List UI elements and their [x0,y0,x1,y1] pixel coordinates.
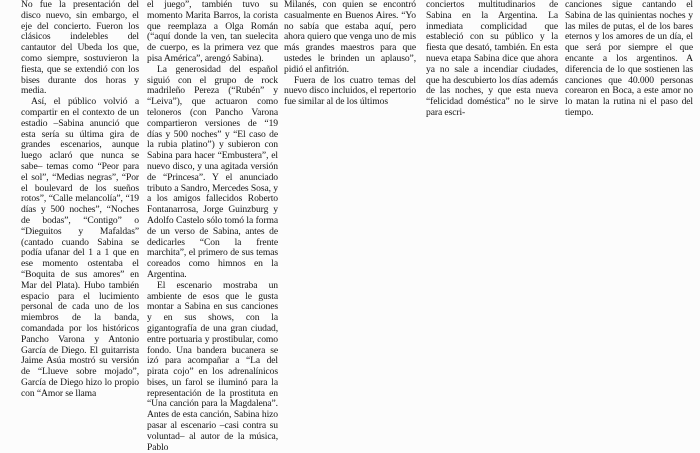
paragraph: Así, el público volvió a compartir en el contexto de un estadio –Sabina anunció que esta sería su última gira de grandes escenarios, aunque luego aclaró que nunca se sabe– temas como “Peor para el sol”, “Medias negras”, “Por el boulevard de los sueños rotos”, “Calle melancolía”, “19 días y 500 noches”, “Noches de bodas”, “Contigo” o “Dieguitos y Mafaldas” (cantado cuando Sabina se podía ufanar del 1 a 1 que en ese momento ostentaba el “Boquita de sus amores” en Mar del Plata). Hubo también espacio para el lucimiento personal de cada uno de los miembros de la banda, comandada por los históricos Pancho Varona y Antonio García de Diego. El guitarrista Jaime Asúa mostró su versión de “Llueve sobre mojado”, García de Diego hizo lo propio con “Amor se llama [21,96,139,399]
paragraph: Fuera de los cuatro temas del nuevo disco incluidos, el repertorio fue similar al de los últimos [284,74,417,108]
paragraph: Milanés, con quien se encontró casualmente en Buenos Aires. “Yo no sabía que estaba aquí, pero ahora quiero que venga uno de mis más grandes maestros para que ustedes le brinden un aplauso”, pidió el anfitrión. [284,0,416,75]
text-column-3 [284,0,416,108]
text-column-4 [426,0,558,119]
paragraph: el juego”, también tuvo su momento Marita Barros, la corista que reemplaza a Olga Román (“aquí donde la ven, tan suelecita de cuerpo, es la primera vez que pisa América”, arengó Sabina). [147,0,278,64]
paragraph: conciertos multitudinarios de Sabina en la Argentina. La inmediata complicidad que estableció con su público y la fiesta que desató, también. En esta nueva etapa Sabina dice que ahora ya no sale a incendiar ciudades, que ha descubierto los días además de las noches, y que esta nueva “felicidad doméstica” no le sirve para escri- [426,0,558,118]
paragraph: canciones sigue cantando el Sabina de las quinientas noches y las miles de putas, el de los bares eternos y los amores de un día, el que será por siempre el que encante a los argentinos. A diferencia de lo que sostienen las canciones que 40.000 personas corearon en Boca, a este amor no lo matan la rutina ni el paso del tiempo. [565,0,693,118]
text-column-2 [147,0,278,453]
paragraph: No fue la presentación del disco nuevo, sin embargo, el eje del concierto. Fueron los clásicos indelebles del cantautor del Ubeda los que, como siempre, sostuvieron la fiesta, que se extendió con los bises durante dos horas y media. [21,0,139,97]
paragraph: El escenario mostraba un ambiente de esos que le gusta montar a Sabina en sus canciones y en sus shows, con la gigantografía de una gran ciudad, entre portuaria y prostibular, como fondo. Una bandera bucanera se izó para acompañar a “La del pirata cojo” en los adrenalínicos bises, un farol se iluminó para la representación de la prostituta en “Una canción para la Magdalena”. Antes de esta canción, Sabina hizo pasar al escenario –casi contra su voluntad– al autor de la música, Pablo [147,279,278,453]
paragraph: La generosidad del español siguió con el grupo de rock madrileño Pereza (“Rubén” y “Leiva”), que actuaron como teloneros (con Pancho Varona compartieron versiones de “19 días y 500 noches” y “El caso de la rubia platino”) y subieron con Sabina para hacer “Embustera”, el nuevo disco, y una agitada versión de “Princesa”. Y el anunciado tributo a Sandro, Mercedes Sosa, y a los amigos fallecidos Roberto Fontanarrosa, Jorge Guinzburg y Adolfo Castelo sólo tomó la forma de un verso de Sabina, antes de dedicarles “Con la frente marchita”, el primero de sus temas coreados como himnos en la Argentina. [147,63,278,280]
text-column-5 [565,0,693,119]
text-column-1 [21,0,139,399]
